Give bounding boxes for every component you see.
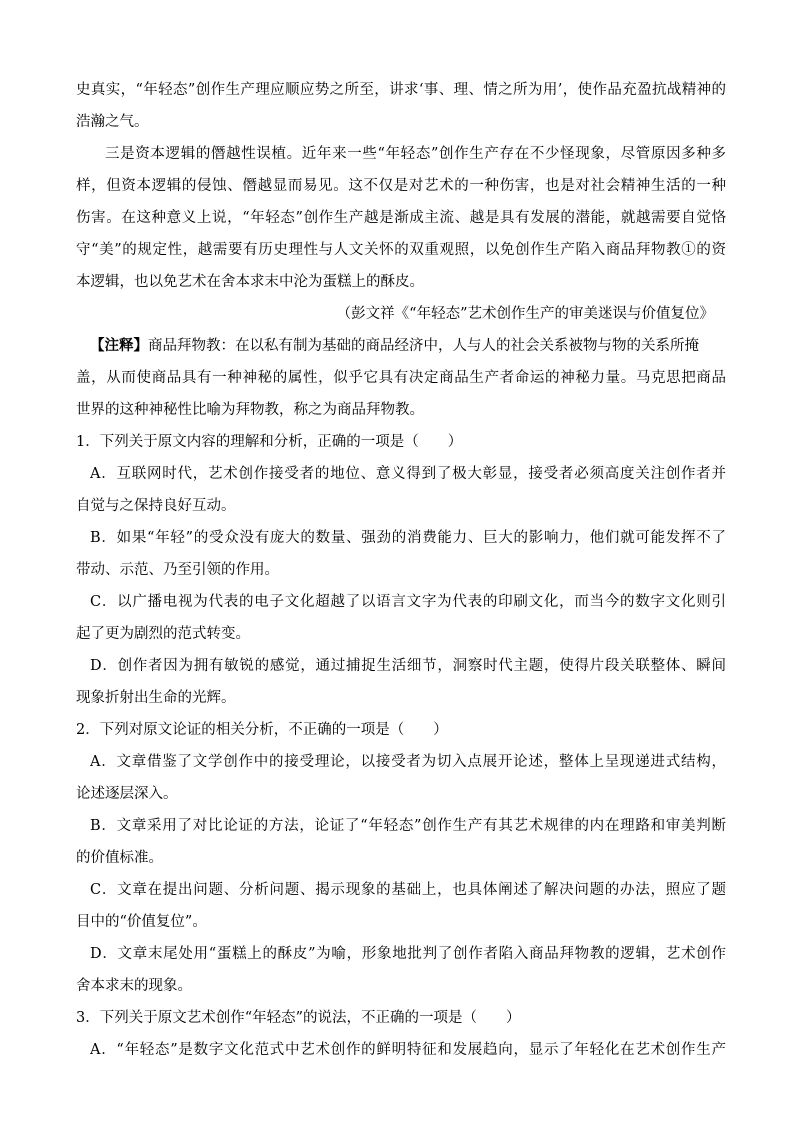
text-line: 论述逐层深入。 (76, 786, 178, 802)
text-line: 守“美”的规定性，越需要有历史理性与人文关怀的双重观照，以免创作生产陷入商品拜物教①的资 (76, 242, 726, 258)
annotation-line (90, 336, 726, 356)
text-line: 世界的这种神秘性比喻为拜物教，称之为商品拜物教。 (76, 402, 424, 418)
text-line: 目中的“价值复位”。 (76, 914, 207, 930)
option-3a: A．“年轻态”是数字文化范式中艺术创作的鲜明特征和发展趋向，显示了年轻化在艺术创作生产 (90, 1042, 726, 1058)
text-line: 浩瀚之气。 (76, 114, 149, 130)
text-line: 伤害。在这种意义上说，“年轻态”创作生产越是渐成主流、越是具有发展的潜能，就越需要自觉恪 (76, 210, 726, 226)
option-2b: B．文章采用了对比论证的方法，论证了“年轻态”创作生产有其艺术规律的内在理路和审美判断 (90, 818, 726, 834)
question-3: 3．下列关于原文艺术创作“年轻态”的说法，不正确的一项是（ ） (76, 1010, 521, 1026)
option-1d: D．创作者因为拥有敏锐的感觉，通过捕捉生活细节，洞察时代主题，使得片段关联整体、瞬间 (90, 658, 726, 674)
option-2c: C．文章在提出问题、分析问题、揭示现象的基础上，也具体阐述了解决问题的办法，照应了题 (90, 882, 726, 898)
text-line: 盖，从而使商品具有一种神秘的属性，似乎它具有决定商品生产者命运的神秘力量。马克思把商品 (76, 370, 726, 386)
text-line: 起了更为剧烈的范式转变。 (76, 626, 250, 642)
question-1: 1．下列关于原文内容的理解和分析，正确的一项是（ ） (76, 434, 463, 450)
citation: （彭文祥《“年轻态”艺术创作生产的审美迷误与价值复位》 (336, 306, 714, 322)
text-line: 样，但资本逻辑的侵蚀、僭越显而易见。这不仅是对艺术的一种伤害，也是对社会精神生活的一种 (76, 178, 726, 194)
text-line: 本逻辑，也以免艺术在舍本求末中沦为蛋糕上的酥皮。 (76, 274, 424, 290)
text-line: 史真实，“年轻态”创作生产理应顺应势之所至，讲求‘事、理、情之所为用’，使作品充盈抗战精神的 (76, 82, 726, 98)
text-line: 带动、示范、乃至引领的作用。 (76, 562, 279, 578)
text-line: 舍本求末的现象。 (76, 978, 192, 994)
option-1a: A．互联网时代，艺术创作接受者的地位、意义得到了极大彰显，接受者必须高度关注创作者并 (90, 466, 726, 482)
annotation-text: 商品拜物教：在以私有制为基础的商品经济中，人与人的社会关系被物与物的关系所掩 (148, 338, 699, 354)
text-line: 现象折射出生命的光辉。 (76, 690, 236, 706)
option-2a: A．文章借鉴了文学创作中的接受理论，以接受者为切入点展开论述，整体上呈现递进式结构， (90, 754, 726, 770)
option-1b: B．如果“年轻”的受众没有庞大的数量、强劲的消费能力、巨大的影响力，他们就可能发挥不了 (90, 530, 726, 546)
paragraph-line: 三是资本逻辑的僭越性误植。近年来一些“年轻态”创作生产存在不少怪现象，尽管原因多种多 (105, 146, 726, 162)
question-2: 2．下列对原文论证的相关分析，不正确的一项是（ ） (76, 722, 448, 738)
text-line: 自觉与之保持良好互动。 (76, 498, 236, 514)
annotation-label: 【注释】 (90, 337, 148, 354)
option-2d: D．文章末尾处用“蛋糕上的酥皮”为喻，形象地批判了创作者陷入商品拜物教的逻辑，艺术创作 (90, 946, 726, 962)
option-1c: C．以广播电视为代表的电子文化超越了以语言文字为代表的印刷文化，而当今的数字文化则引 (90, 594, 726, 610)
text-line: 的价值标准。 (76, 850, 163, 866)
